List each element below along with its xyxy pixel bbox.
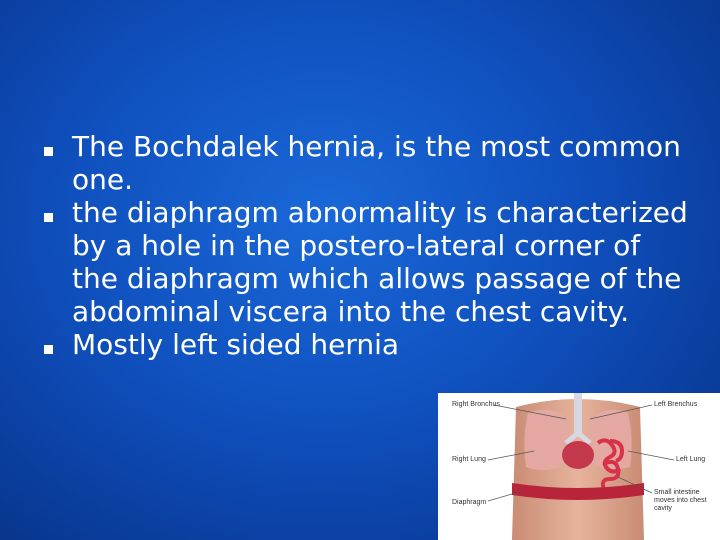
label-diaphragm: Diaphragm — [452, 499, 487, 506]
trachea-shape — [574, 393, 582, 433]
square-bullet-icon — [44, 147, 53, 156]
label-right-bronchus: Right Bronchus — [452, 401, 500, 408]
bullet-text: The Bochdalek hernia, is the most common one. — [72, 130, 681, 196]
bullet-item — [44, 130, 694, 196]
square-bullet-icon — [44, 213, 53, 222]
anatomy-illustration — [438, 393, 720, 540]
label-left-bronchus: Left Brenchus — [654, 401, 698, 408]
square-bullet-icon — [44, 345, 53, 354]
bullet-item — [44, 328, 694, 361]
label-right-lung: Right Lung — [452, 456, 486, 463]
torso-diagram-icon — [438, 393, 720, 540]
bullet-text: the diaphragm abnormality is characterized by a hole in the postero-lateral corner of the diaphragm which allows passage of the abdominal viscera into the chest cavity. — [72, 196, 688, 328]
bullet-item — [44, 196, 694, 328]
bullet-text: Mostly left sided hernia — [72, 328, 400, 361]
bullet-list — [44, 130, 694, 361]
heart-shape — [562, 441, 594, 469]
label-small-intestine: Small intestine moves into chest cavity — [654, 489, 707, 512]
label-left-lung: Left Lung — [676, 456, 706, 463]
